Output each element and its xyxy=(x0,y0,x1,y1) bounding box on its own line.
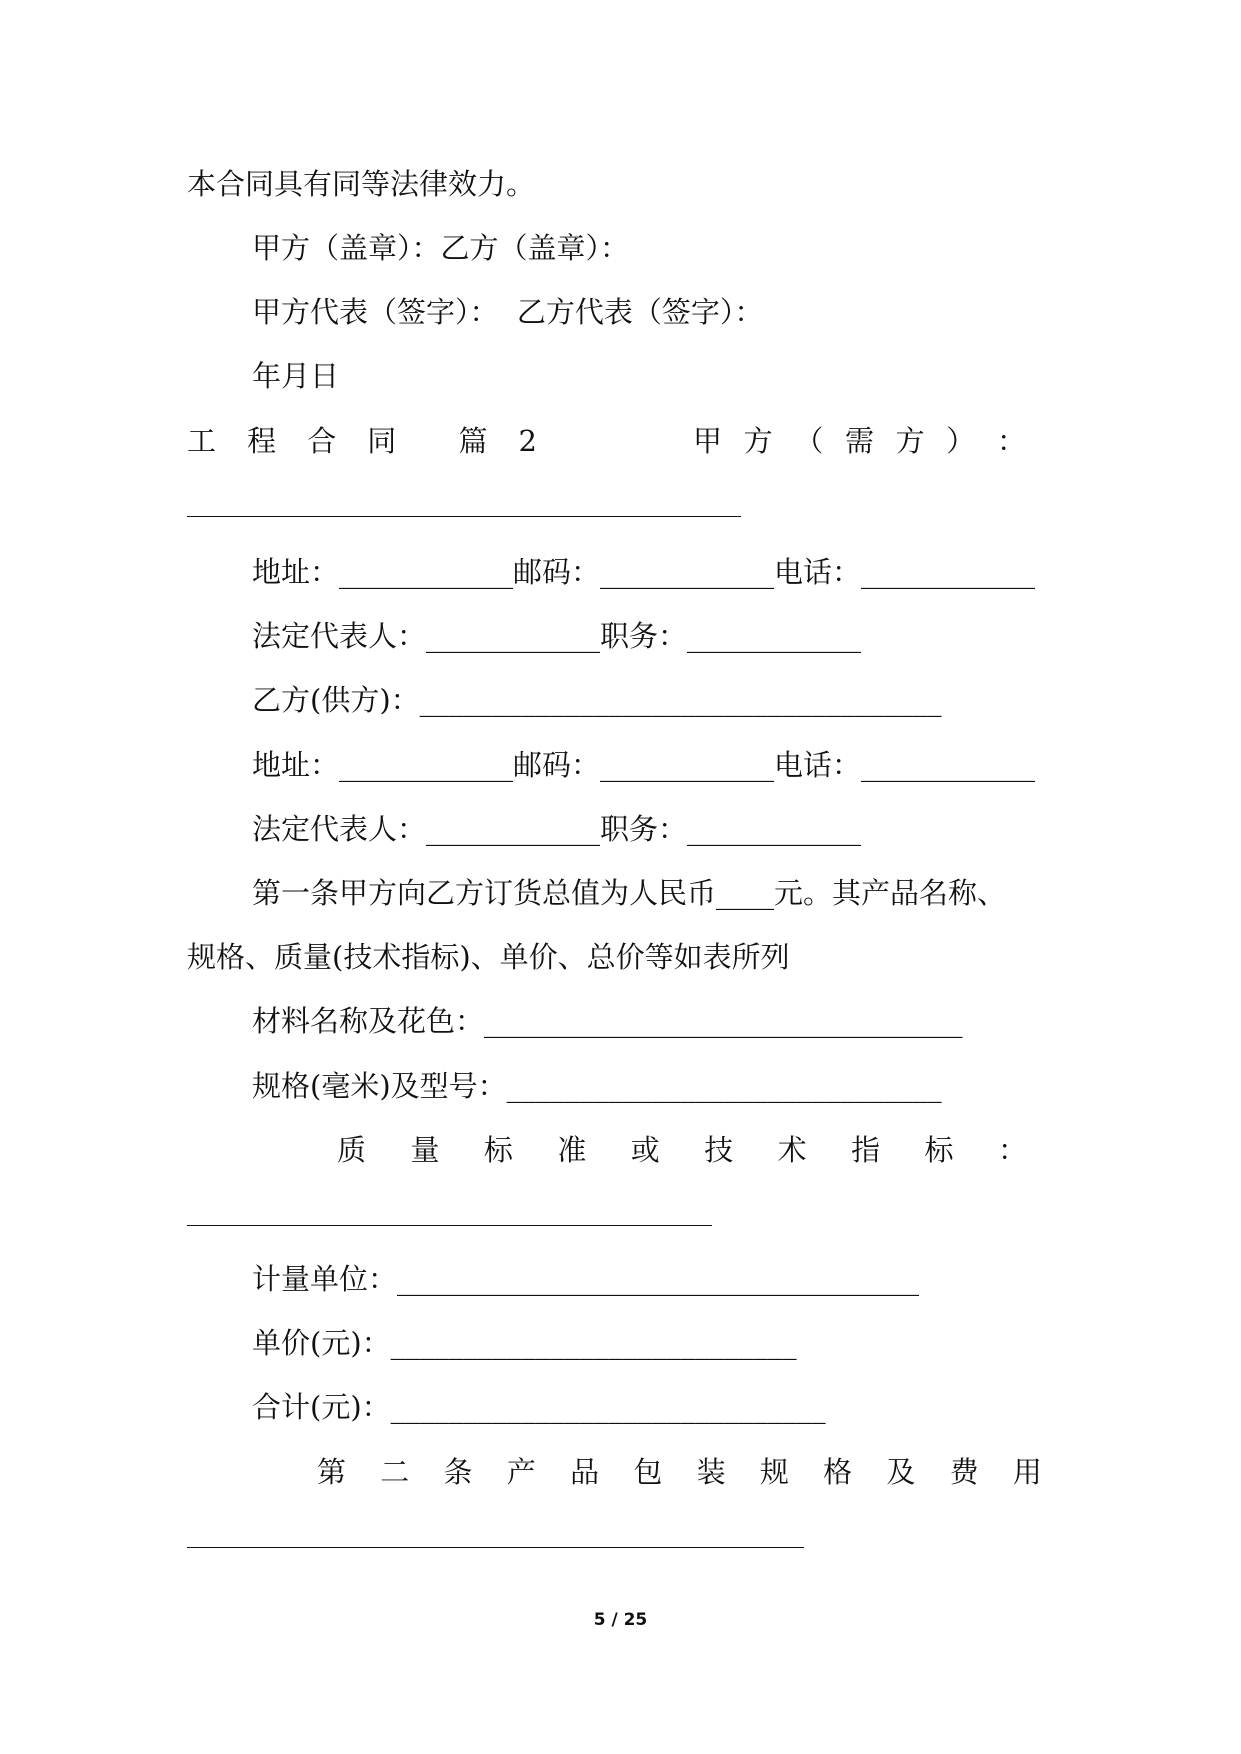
heading-char: 合 xyxy=(307,424,337,458)
text-line: 单价(元)：____________________________ xyxy=(252,1326,797,1360)
label-char: 方 xyxy=(743,424,773,458)
heading-char: 质 xyxy=(337,1133,367,1167)
heading-char: 术 xyxy=(777,1133,807,1167)
article-two-heading xyxy=(317,1452,1042,1492)
heading-char: 品 xyxy=(570,1455,600,1489)
text-line: 年月日 xyxy=(252,359,340,393)
heading-char: 产 xyxy=(506,1455,536,1489)
text-line: 地址：____________邮码：____________电话：____________ xyxy=(252,555,1036,589)
heading-char: 二 xyxy=(380,1455,410,1489)
heading-char: 包 xyxy=(633,1455,663,1489)
text-line: 本合同具有同等法律效力。 xyxy=(187,167,536,201)
heading-char: 标 xyxy=(924,1133,954,1167)
label-char: 方 xyxy=(895,424,925,458)
heading-char: 规 xyxy=(759,1455,789,1489)
blank-line xyxy=(187,1225,712,1226)
heading-char: 条 xyxy=(443,1455,473,1489)
heading-char: 格 xyxy=(823,1455,853,1489)
page-number: 5 / 25 xyxy=(593,1610,648,1630)
text-line: 乙方(供方)：____________________________________ xyxy=(252,683,942,717)
heading-char: 量 xyxy=(410,1133,440,1167)
label-char: 需 xyxy=(844,424,874,458)
heading-char: 程 xyxy=(247,424,277,458)
label-char: 甲 xyxy=(693,424,723,458)
text-line: 材料名称及花色：_________________________________ xyxy=(252,1004,963,1038)
heading-char: 标 xyxy=(483,1133,513,1167)
text-line: 法定代表人：____________职务：____________ xyxy=(252,619,862,653)
blank-line xyxy=(187,1547,804,1548)
label-char: ： xyxy=(996,424,1026,458)
heading-char: ： xyxy=(997,1133,1027,1167)
heading-char: 工 xyxy=(187,424,217,458)
text-line: 规格(毫米)及型号：______________________________ xyxy=(252,1069,942,1103)
heading-char: 用 xyxy=(1012,1455,1042,1489)
label-char: ） xyxy=(946,424,976,458)
party-a-label xyxy=(693,421,1026,461)
quality-standard-heading xyxy=(337,1130,1027,1170)
heading-char: 技 xyxy=(704,1133,734,1167)
heading-char: 篇 xyxy=(458,424,488,458)
heading-char: 第 xyxy=(317,1455,347,1489)
text-line: 规格、质量(技术指标)、单价、总价等如表所列 xyxy=(187,940,790,974)
heading-char: 准 xyxy=(557,1133,587,1167)
heading-char: 费 xyxy=(949,1455,979,1489)
text-line: 合计(元)：______________________________ xyxy=(252,1390,826,1424)
text-line: 第一条甲方向乙方订货总值为人民币____元。其产品名称、 xyxy=(252,876,1007,910)
text-line: 甲方代表（签字）： 乙方代表（签字）： xyxy=(252,295,764,329)
heading-char: 2 xyxy=(518,424,537,458)
heading-char: 指 xyxy=(851,1133,881,1167)
text-line: 计量单位：____________________________________ xyxy=(252,1262,920,1296)
heading-char: 及 xyxy=(886,1455,916,1489)
label-char: （ xyxy=(794,424,824,458)
heading-char: 装 xyxy=(696,1455,726,1489)
heading-char: 或 xyxy=(630,1133,660,1167)
text-line: 甲方（盖章）：乙方（盖章）： xyxy=(252,231,630,265)
text-line: 法定代表人：____________职务：____________ xyxy=(252,812,862,846)
text-line: 地址：____________邮码：____________电话：____________ xyxy=(252,748,1036,782)
heading-char: 同 xyxy=(367,424,397,458)
blank-line xyxy=(187,516,741,517)
section-heading xyxy=(187,421,537,461)
